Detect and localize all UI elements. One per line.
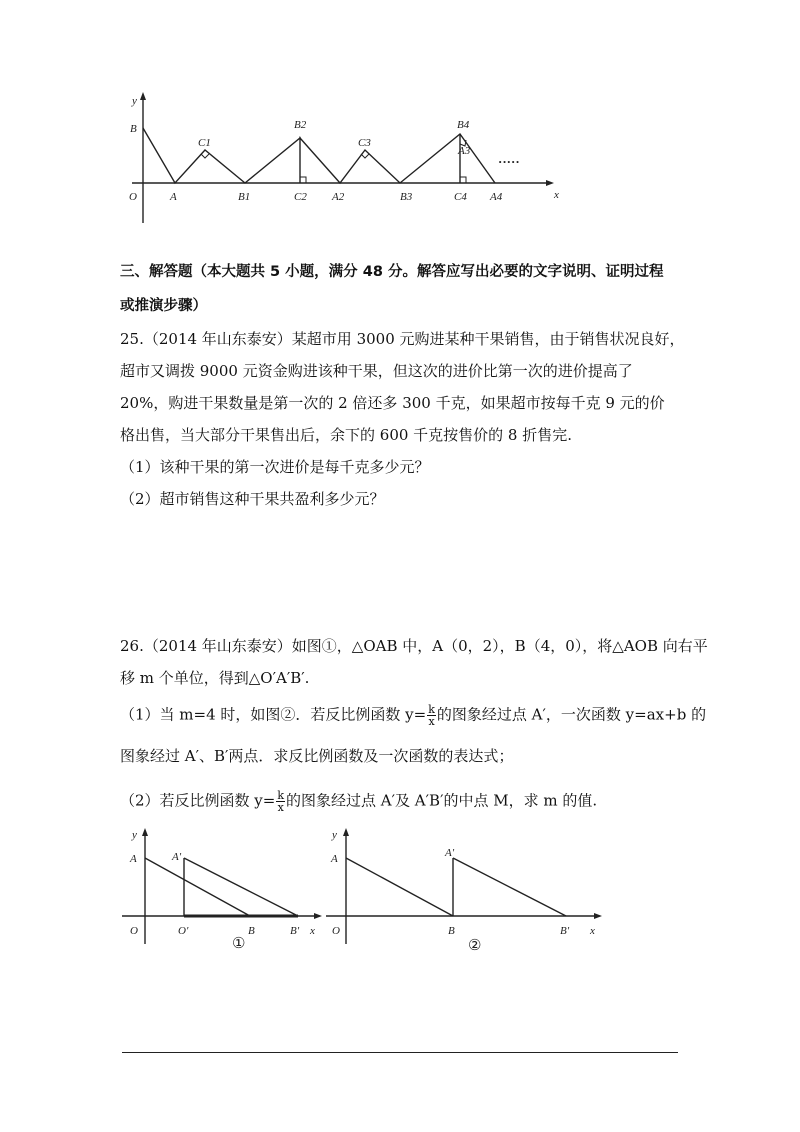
- point-B1: B1: [238, 191, 251, 203]
- point-A2: A2: [332, 191, 345, 203]
- point-C4: C4: [454, 191, 467, 203]
- top-y-label: y: [132, 95, 137, 107]
- triangle-figures: [120, 822, 610, 962]
- section-heading-cont: 或推演步骤）: [120, 298, 207, 314]
- q26-part1: [120, 703, 707, 728]
- fig2-Aprime: A′: [445, 847, 455, 859]
- q25-line2: 超市又调拨 9000 元资金购进该种干果，但这次的进价比第一次的进价提高了: [120, 362, 633, 380]
- q25-line4: 格出售，当大部分干果售出后，余下的 600 千克按售价的 8 折售完.: [120, 426, 573, 444]
- point-C3: C3: [358, 137, 371, 149]
- fig2-x-label: x: [590, 925, 595, 937]
- fig1-AprimeBprime: [184, 858, 298, 916]
- q25-line1: 25.（2014 年山东泰安）某超市用 3000 元购进某种干果销售，由于销售状况良好，: [120, 330, 685, 348]
- point-C1: C1: [198, 137, 211, 149]
- q25-part1: （1）该种干果的第一次进价是每千克多少元？: [120, 458, 430, 476]
- fig1-Bprime: B′: [290, 925, 300, 937]
- fraction-k-over-x: $\frac{k}{x}$: [428, 703, 435, 728]
- q25-line3: 20%，购进干果数量是第一次的 2 倍还多 300 千克，如果超市按每千克 9 元的价: [120, 394, 665, 412]
- point-A: A: [170, 191, 177, 203]
- point-B: B: [130, 123, 137, 135]
- q26-part2-text-b: 的图象经过点 A′及 A′B′的中点 M，求 m 的值.: [286, 791, 598, 810]
- section-heading: 三、解答题（本大题共 5 小题，满分 48 分。解答应写出必要的文字说明、证明过程: [120, 264, 664, 280]
- fig1-x-label: x: [310, 925, 315, 937]
- fig2-caption: ②: [468, 938, 482, 954]
- fig1-O: O: [130, 925, 138, 937]
- fig1-A: A: [130, 853, 137, 865]
- top-x-label: x: [554, 189, 559, 201]
- q26-part2: [120, 790, 690, 813]
- fig2-Bprime: B′: [560, 925, 570, 937]
- fraction-k-over-x-2: $\frac{k}{x}$: [277, 789, 285, 814]
- fig1-B: B: [248, 925, 255, 937]
- fig1-Oprime: O′: [178, 925, 189, 937]
- q26-part1-text-a: （1）当 m=4 时，如图②．若反比例函数 y=: [120, 705, 427, 724]
- q26-line2: 移 m 个单位，得到△O′A′B′.: [120, 669, 310, 687]
- point-B3: B3: [400, 191, 413, 203]
- fig2-A: A: [331, 853, 338, 865]
- top-origin-label: O: [129, 191, 137, 203]
- q26-line1: 26.（2014 年山东泰安）如图①，△OAB 中，A（0，2），B（4，0），将△AOB 向右平: [120, 637, 708, 655]
- fig1-caption: ①: [232, 936, 246, 952]
- ellipsis: ·····: [498, 154, 520, 169]
- footer-rule: [122, 1052, 678, 1053]
- fig1-y-label: y: [132, 829, 137, 841]
- q26-part1-text-b: 的图象经过点 A′，一次函数 y=ax+b 的: [436, 705, 707, 724]
- zigzag-path: [143, 128, 495, 183]
- fig2-AB: [346, 858, 453, 916]
- q25-part2: （2）超市销售这种干果共盈利多少元？: [120, 490, 385, 508]
- fig2-B: B: [448, 925, 455, 937]
- point-C2: C2: [294, 191, 307, 203]
- fig1-AB: [145, 858, 250, 916]
- point-B2: B2: [294, 119, 307, 131]
- fig2-y-label: y: [332, 829, 337, 841]
- fig2-AprimeBprime: [453, 858, 566, 916]
- point-A3: A3: [458, 145, 471, 157]
- point-A4: A4: [490, 191, 503, 203]
- q26-line4: 图象经过 A′、B′两点．求反比例函数及一次函数的表达式；: [120, 747, 514, 765]
- fig1-Aprime: A′: [172, 851, 182, 863]
- q26-part2-text-a: （2）若反比例函数 y=: [120, 791, 276, 810]
- zigzag-figure: [110, 88, 570, 230]
- point-B4: B4: [457, 119, 470, 131]
- fig2-O: O: [332, 925, 340, 937]
